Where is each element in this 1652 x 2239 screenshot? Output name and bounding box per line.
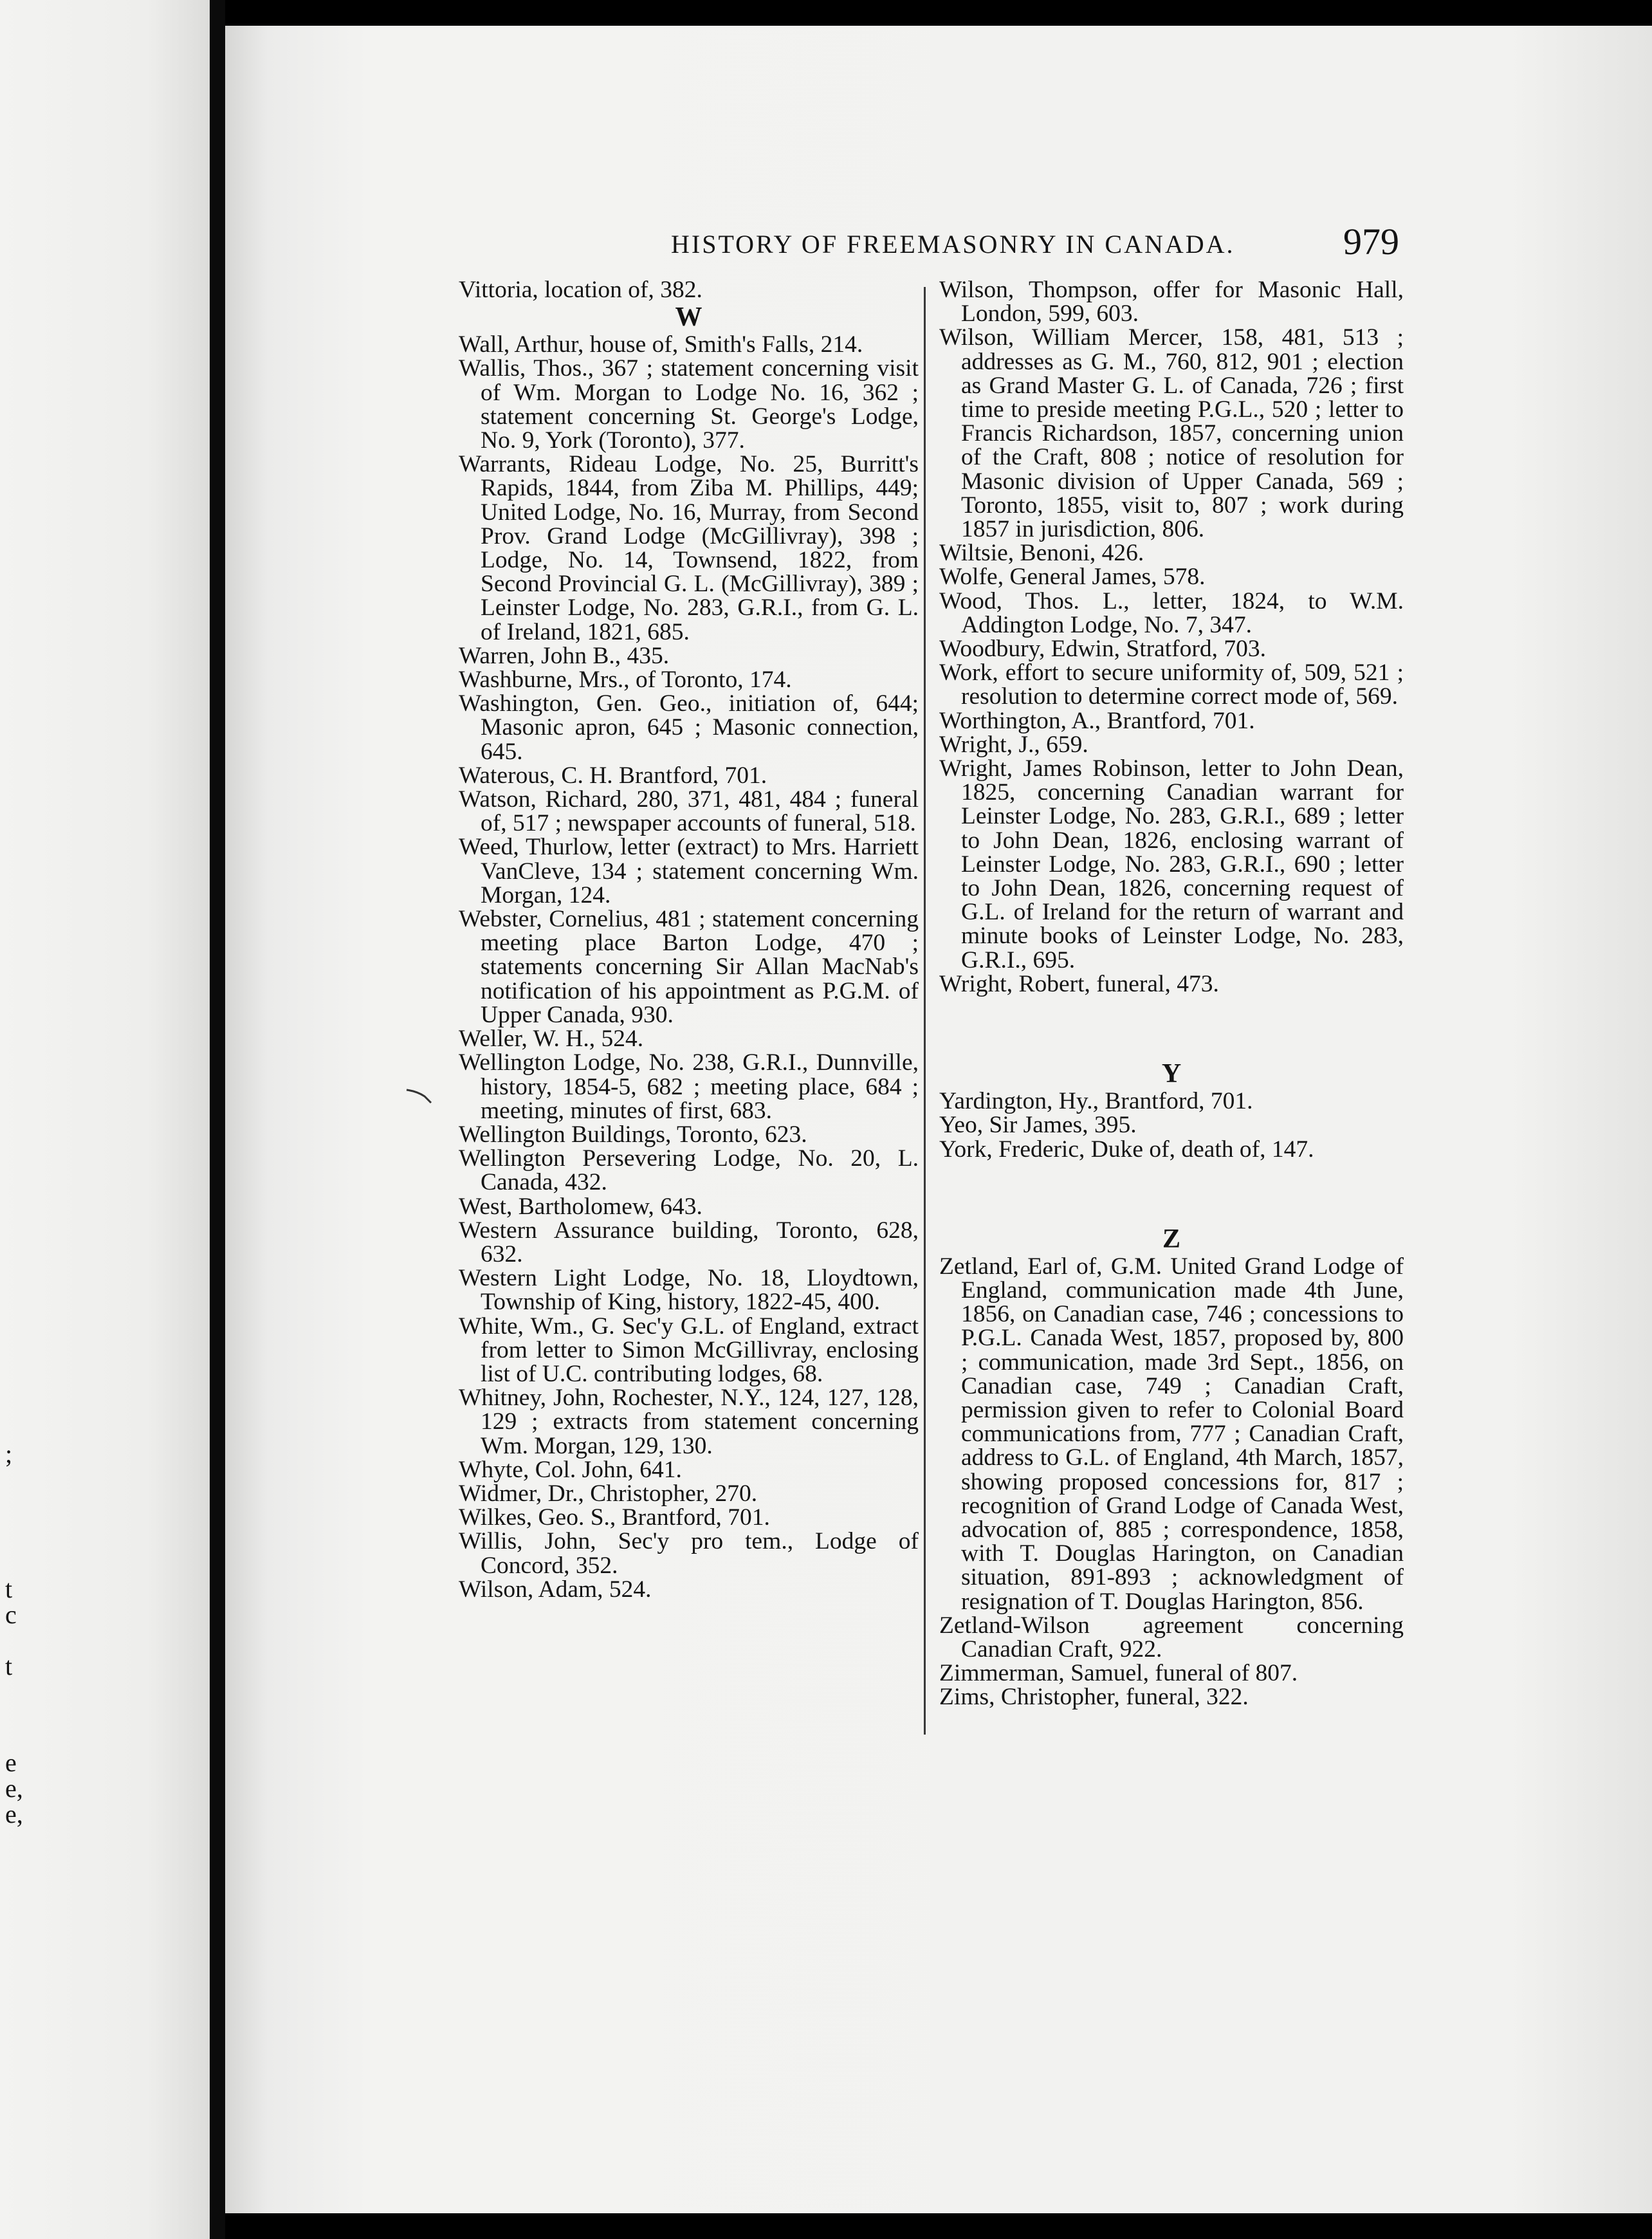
index-entry: Weller, W. H., 524. <box>459 1026 644 1053</box>
section-gap <box>939 1185 1404 1199</box>
index-entry: White, Wm., G. Sec'y G.L. of England, extract from letter to Simon McGillivray, enclosing list of U.C. contributing lodges, 68. <box>459 1313 919 1387</box>
section-letter: Y <box>1161 1059 1182 1089</box>
fragment-text: ; <box>5 1439 13 1468</box>
index-entry: Wellington Persevering Lodge, No. 20, L. Canada, 432. <box>459 1145 919 1196</box>
index-entry: Wright, J., 659. <box>939 731 1088 758</box>
index-entry: Wall, Arthur, house of, Smith's Falls, 214. <box>459 331 863 358</box>
fragment-text: t <box>5 1574 13 1603</box>
index-entry: Zims, Christopher, funeral, 322. <box>939 1684 1249 1711</box>
fragment-text: e <box>5 1748 17 1777</box>
index-entry: Worthington, A., Brantford, 701. <box>939 707 1255 734</box>
index-entry: York, Frederic, Duke of, death of, 147. <box>939 1136 1314 1163</box>
section-letter: Z <box>1162 1224 1180 1254</box>
index-entry: Yardington, Hy., Brantford, 701. <box>939 1088 1253 1115</box>
fragment-text: t <box>5 1652 13 1681</box>
running-head: HISTORY OF FREEMASONRY IN CANADA. <box>671 230 1235 259</box>
fragment-text: c <box>5 1600 17 1629</box>
index-entry: Wellington Lodge, No. 238, G.R.I., Dunnville, history, 1854-5, 682 ; meeting place, 684 ; meeting, minutes of first, 683. <box>459 1049 919 1124</box>
index-entry: Willis, John, Sec'y pro tem., Lodge of Concord, 352. <box>459 1528 919 1579</box>
fragment-text: e, <box>5 1800 23 1829</box>
index-entry: Widmer, Dr., Christopher, 270. <box>459 1480 758 1507</box>
index-entry: Yeo, Sir James, 395. <box>939 1112 1137 1139</box>
index-entry: Wilson, Thompson, offer for Masonic Hall, London, 599, 603. <box>939 277 1404 327</box>
index-entry: Weed, Thurlow, letter (extract) to Mrs. Harriett VanCleve, 134 ; statement concerning Wm. Morgan, 124. <box>459 834 919 908</box>
index-entry: Western Light Lodge, No. 18, Lloydtown, Township of King, history, 1822-45, 400. <box>459 1265 919 1316</box>
index-entry: Work, effort to secure uniformity of, 509, 521 ; resolution to determine correct mode of, 569. <box>939 659 1404 710</box>
facing-page-edge <box>0 0 210 2239</box>
fragment-text: e, <box>5 1774 23 1803</box>
index-entry: Washburne, Mrs., of Toronto, 174. <box>459 667 792 694</box>
index-entry: Wilkes, Geo. S., Brantford, 701. <box>459 1504 770 1531</box>
index-entry: West, Bartholomew, 643. <box>459 1193 702 1220</box>
page-number: 979 <box>1343 221 1399 263</box>
column-divider <box>924 287 926 1735</box>
index-entry: Whitney, John, Rochester, N.Y., 124, 127, 128, 129 ; extracts from statement concerning Wm. Morgan, 129, 130. <box>459 1385 919 1459</box>
index-entry: Woodbury, Edwin, Stratford, 703. <box>939 636 1267 663</box>
index-entry: Wood, Thos. L., letter, 1824, to W.M. Addington Lodge, No. 7, 347. <box>939 587 1404 638</box>
index-entry: Wolfe, General James, 578. <box>939 564 1206 591</box>
stray-pen-mark <box>405 1087 435 1105</box>
facing-page-text-fragments <box>0 0 39 2239</box>
index-entry: Wellington Buildings, Toronto, 623. <box>459 1121 807 1148</box>
index-entry: Whyte, Col. John, 641. <box>459 1456 682 1483</box>
section-letter: W <box>675 302 702 333</box>
index-entry: Washington, Gen. Geo., initiation of, 644; Masonic apron, 645 ; Masonic connection, 645. <box>459 690 919 765</box>
page-gutter <box>210 0 225 2239</box>
index-entry: Waterous, C. H. Brantford, 701. <box>459 762 767 789</box>
index-entry: Webster, Cornelius, 481 ; statement concerning meeting place Barton Lodge, 470 ; statements concerning Sir Allan MacNab's notification of his appointment as P.G.M. of Upper Canada, 930. <box>459 906 919 1028</box>
index-entry: Zetland-Wilson agreement concerning Canadian Craft, 922. <box>939 1612 1404 1663</box>
index-entry: Wright, Robert, funeral, 473. <box>939 970 1219 997</box>
index-entry: Wallis, Thos., 367 ; statement concerning visit of Wm. Morgan to Lodge No. 16, 362 ; statement concerning St. George's Lodge, No. 9, York (Toronto), 377. <box>459 355 919 454</box>
index-entry: Zetland, Earl of, G.M. United Grand Lodge of England, communication made 4th June, 1856, on Canadian case, 746 ; concessions to P.G.L. Canada West, 1857, proposed by, 800 ; communication, made 3rd Sept., 1856, on Canadian case, 749 ; Canadian Craft, permission given to refer to Colonial Board communications from, 777 ; Canadian Craft, address to G.L. of England, 4th March, 1857, showing proposed concessions for, 817 ; recognition of Grand Lodge of Canada West, advocation of, 885 ; correspondence, 1858, with T. Douglas Harington, on Canadian situation, 891-893 ; acknowledgment of resignation of T. Douglas Harington, 856. <box>939 1253 1404 1615</box>
index-entry: Vittoria, location of, 382. <box>459 277 702 303</box>
index-entry: Warrants, Rideau Lodge, No. 25, Burritt's Rapids, 1844, from Ziba M. Phillips, 449; United Lodge, No. 16, Murray, from Second Prov. Grand Lodge (McGillivray), 398 ; Lodge, No. 14, Townsend, 1822, from Second Provincial G. L. (McGillivray), 389 ; Leinster Lodge, No. 283, G.R.I., from G. L. of Ireland, 1821, 685. <box>459 451 919 645</box>
index-entry: Western Assurance building, Toronto, 628, 632. <box>459 1217 919 1267</box>
index-entry: Wilson, William Mercer, 158, 481, 513 ; addresses as G. M., 760, 812, 901 ; election as Grand Master G. L. of Canada, 726 ; first time to preside meeting P.G.L., 520 ; letter to Francis Richardson, 1857, concerning union of the Craft, 808 ; notice of resolution for Masonic division of Upper Canada, 569 ; Toronto, 1855, visit to, 807 ; work during 1857 in jurisdiction, 806. <box>939 324 1404 543</box>
index-entry: Wilson, Adam, 524. <box>459 1576 652 1603</box>
index-entry: Zimmerman, Samuel, funeral of 807. <box>939 1660 1298 1687</box>
index-entry: Wiltsie, Benoni, 426. <box>939 540 1144 567</box>
index-entry: Watson, Richard, 280, 371, 481, 484 ; funeral of, 517 ; newspaper accounts of funeral, 518. <box>459 786 919 837</box>
index-page <box>225 26 1652 2213</box>
index-entry: Wright, James Robinson, letter to John Dean, 1825, concerning Canadian warrant for Leinster Lodge, No. 283, G.R.I., 689 ; letter to John Dean, 1826, enclosing warrant of Leinster Lodge, No. 283, G.R.I., 690 ; letter to John Dean, 1826, concerning request of G.L. of Ireland for the return of warrant and minute books of Leinster Lodge, No. 283, G.R.I., 695. <box>939 755 1404 973</box>
index-column-right <box>939 278 1404 1709</box>
section-gap <box>939 1020 1404 1035</box>
index-column-left <box>459 278 919 1601</box>
index-entry: Warren, John B., 435. <box>459 642 670 669</box>
